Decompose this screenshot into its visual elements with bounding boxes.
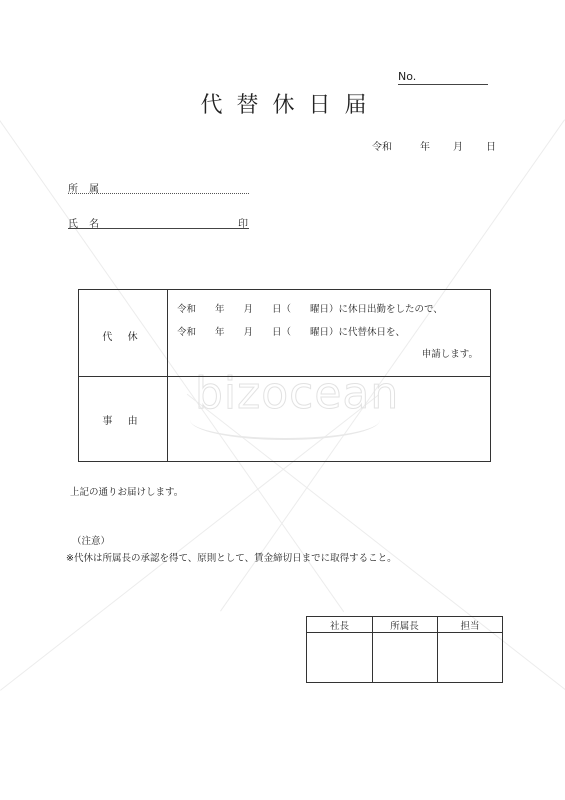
name-field[interactable]: [68, 228, 249, 229]
main-table: [78, 289, 491, 462]
daikyu-label: 代 休: [102, 332, 144, 343]
seal-label: 印: [238, 219, 248, 230]
reason-field[interactable]: [168, 377, 490, 461]
statement-text: 上記の通りお届けします。: [70, 487, 184, 498]
notes-heading: （注意）: [72, 536, 111, 547]
daikyu-line-1: 令和 年 月 日（ 曜日）に休日出勤をしたので、: [177, 304, 443, 315]
affiliation-field[interactable]: [68, 193, 249, 194]
watermark-text: bizocean: [195, 368, 400, 419]
daikyu-line-2: 令和 年 月 日（ 曜日）に代替休日を、: [177, 327, 406, 338]
affiliation-label: 所 属: [68, 184, 104, 195]
approval-header-staff: 担当: [460, 621, 480, 632]
reason-label: 事 由: [102, 416, 144, 427]
approval-table: [306, 616, 503, 683]
stamp-box-manager[interactable]: [373, 633, 437, 682]
stamp-box-staff[interactable]: [438, 633, 502, 682]
page-title: 代替休日届: [200, 93, 381, 118]
document-number: No.: [398, 70, 488, 85]
date-year: 年: [420, 142, 430, 153]
stamp-box-president[interactable]: [307, 633, 372, 682]
date-month: 月: [453, 142, 463, 153]
date-era: 令和: [372, 142, 392, 153]
name-label: 氏 名: [68, 219, 104, 230]
approval-header-manager: 所属長: [390, 621, 419, 632]
daikyu-line-3: 申請します。: [421, 349, 478, 360]
approval-header-president: 社長: [329, 621, 349, 632]
date-day: 日: [486, 142, 496, 153]
notes-text: ※代休は所属長の承認を得て、原則として、賃金締切日までに取得すること。: [66, 553, 397, 564]
